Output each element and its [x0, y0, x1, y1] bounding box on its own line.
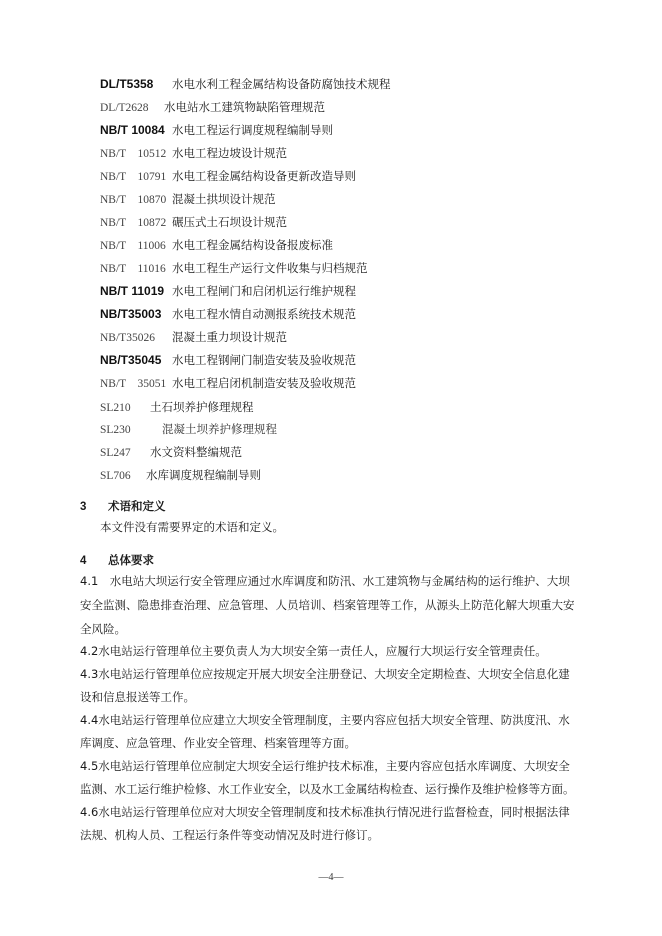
reference-code: SL210 — [100, 402, 131, 414]
reference-code: NB/T 11019 — [100, 284, 165, 298]
reference-code: NB/T 10512 — [100, 148, 167, 160]
reference-title: 土石坝养护修理规程 — [150, 400, 254, 414]
reference-item — [100, 304, 356, 324]
page-number: —4— — [318, 872, 344, 883]
reference-code: NB/T 11016 — [100, 263, 166, 275]
reference-title: 水电工程运行调度规程编制导则 — [172, 123, 333, 137]
clause-4-3-line: 设和信息报送等工作。 — [80, 690, 195, 704]
reference-item — [100, 258, 368, 278]
clause-4-4-line: 4.4水电站运行管理单位应建立大坝安全管理制度，主要内容应包括大坝安全管理、防洪度汛、水 — [80, 713, 570, 727]
reference-title: 水电工程启闭机制造安装及验收规范 — [172, 376, 356, 390]
section-3-body: 本文件没有需要界定的术语和定义。 — [100, 520, 284, 534]
reference-code: NB/T 35051 — [100, 378, 167, 390]
reference-item — [100, 465, 261, 485]
clause-4-1-line: 全风险。 — [80, 622, 126, 636]
reference-item — [100, 74, 391, 94]
reference-code: NB/T 10870 — [100, 194, 167, 206]
reference-code: DL/T5358 — [100, 77, 154, 91]
reference-item — [100, 419, 277, 439]
section-title: 总体要求 — [108, 553, 154, 567]
reference-item — [100, 442, 242, 462]
reference-title: 水电工程边坡设计规范 — [172, 146, 287, 160]
reference-item — [100, 397, 254, 417]
clause-4-3-line: 4.3水电站运行管理单位应按规定开展大坝安全注册登记、大坝安全定期检查、大坝安全信息化建 — [80, 667, 570, 681]
reference-item — [100, 327, 287, 347]
reference-code: NB/T35003 — [100, 307, 162, 321]
reference-code: SL230 — [100, 424, 131, 436]
reference-code: SL706 — [100, 470, 131, 482]
section-number: 3 — [80, 501, 87, 513]
section-4-heading — [80, 550, 154, 570]
reference-title: 水文资料整编规范 — [150, 445, 242, 459]
reference-title: 水电水利工程金属结构设备防腐蚀技术规程 — [172, 77, 391, 91]
reference-title: 碾压式土石坝设计规范 — [172, 215, 287, 229]
reference-code: SL247 — [100, 447, 131, 459]
clause-4-6-line: 法规、机构人员、工程运行条件等变动情况及时进行修订。 — [80, 828, 379, 842]
reference-code: NB/T 10872 — [100, 217, 167, 229]
reference-title: 混凝土拱坝设计规范 — [172, 192, 276, 206]
reference-title: 混凝土重力坝设计规范 — [172, 330, 287, 344]
reference-title: 水电工程生产运行文件收集与归档规范 — [172, 261, 368, 275]
section-3-heading — [80, 496, 166, 516]
reference-code: NB/T35026 — [100, 332, 155, 344]
clause-4-2-line: 4.2水电站运行管理单位主要负责人为大坝安全第一责任人，应履行大坝运行安全管理责任。 — [80, 644, 547, 658]
reference-item — [100, 120, 333, 140]
reference-title: 水电工程水情自动测报系统技术规范 — [172, 307, 356, 321]
section-number: 4 — [80, 555, 87, 567]
reference-code: NB/T 11006 — [100, 240, 166, 252]
reference-item — [100, 97, 325, 117]
reference-item — [100, 281, 356, 301]
reference-item — [100, 212, 287, 232]
reference-item — [100, 143, 287, 163]
reference-code: NB/T 10084 — [100, 123, 165, 137]
reference-item — [100, 373, 356, 393]
reference-title: 水库调度规程编制导则 — [146, 468, 261, 482]
clause-4-1-line: 安全监测、隐患排查治理、应急管理、人员培训、档案管理等工作，从源头上防范化解大坝重大安 — [80, 598, 575, 612]
section-title: 术语和定义 — [108, 499, 166, 513]
reference-title: 水电工程金属结构设备更新改造导则 — [172, 169, 356, 183]
clause-4-4-line: 库调度、应急管理、作业安全管理、档案管理等方面。 — [80, 736, 356, 750]
reference-title: 水电工程闸门和启闭机运行维护规程 — [172, 284, 356, 298]
reference-title: 水电站水工建筑物缺陷管理规范 — [164, 100, 325, 114]
reference-code: NB/T 10791 — [100, 171, 167, 183]
reference-code: NB/T35045 — [100, 353, 162, 367]
clause-4-1-line: 4.1 水电站大坝运行安全管理应通过水库调度和防汛、水工建筑物与金属结构的运行维护、大坝 — [80, 574, 570, 588]
reference-code: DL/T2628 — [100, 102, 149, 114]
reference-item — [100, 166, 356, 186]
reference-title: 混凝土坝养护修理规程 — [162, 424, 277, 436]
reference-item — [100, 235, 333, 255]
reference-title: 水电工程金属结构设备报废标准 — [172, 238, 333, 252]
reference-title: 水电工程钢闸门制造安装及验收规范 — [172, 353, 356, 367]
clause-4-5-line: 4.5水电站运行管理单位应制定大坝安全运行维护技术标准，主要内容应包括水库调度、大坝安全 — [80, 759, 570, 773]
clause-4-5-line: 监测、水工运行维护检修、水工作业安全，以及水工金属结构检查、运行操作及维护检修等方面。 — [80, 782, 575, 796]
reference-item — [100, 350, 356, 370]
reference-item — [100, 189, 276, 209]
clause-4-6-line: 4.6水电站运行管理单位应对大坝安全管理制度和技术标准执行情况进行监督检查，同时根据法律 — [80, 805, 570, 819]
